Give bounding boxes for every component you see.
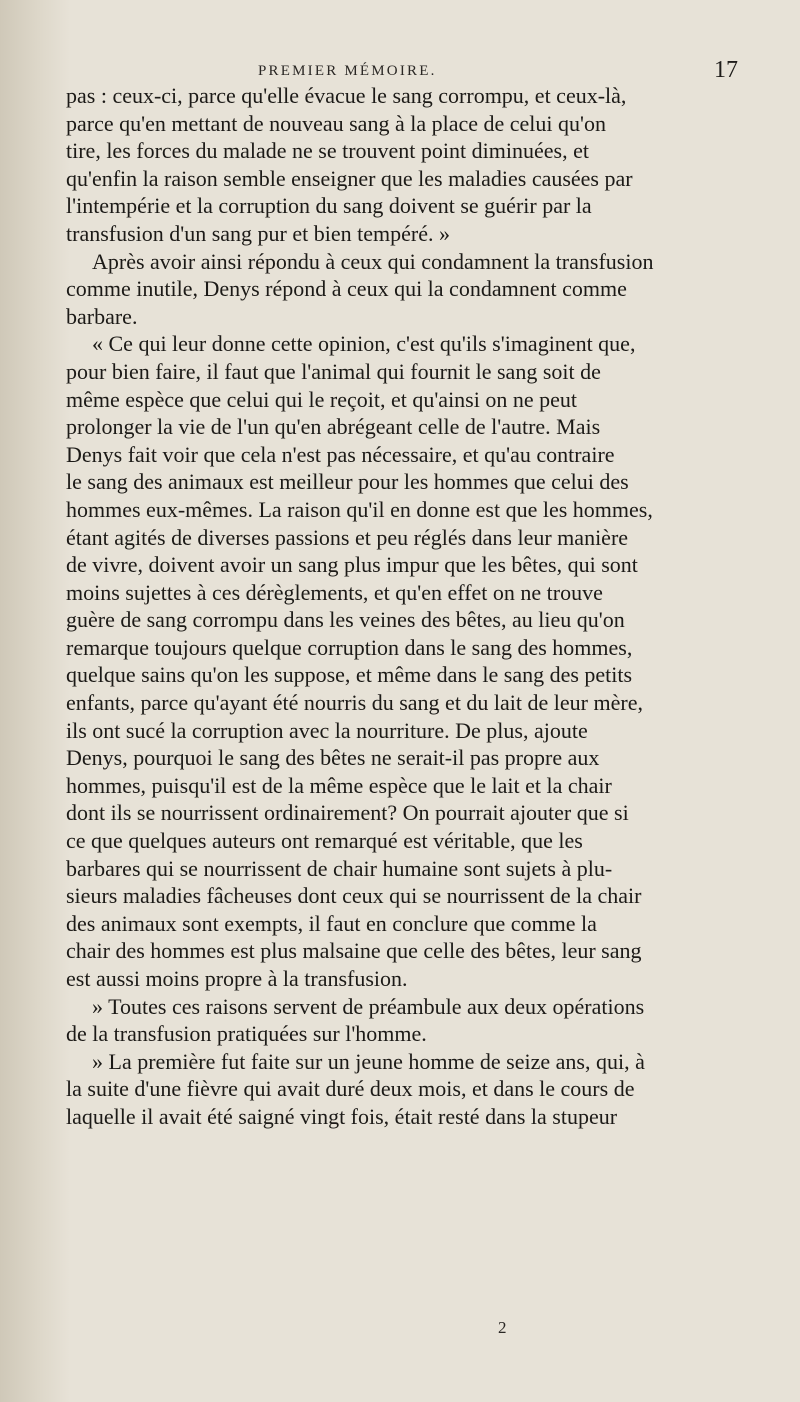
text-line: » Toutes ces raisons servent de préambule aux deux opérations: [92, 993, 645, 1019]
text-line: laquelle il avait été saigné vingt fois, était resté dans la stupeur: [66, 1103, 618, 1129]
text-line: ils ont sucé la corruption avec la nourriture. De plus, ajoute: [66, 717, 588, 743]
text-line: transfusion d'un sang pur et bien tempéré. »: [66, 220, 450, 246]
text-line: qu'enfin la raison semble enseigner que les maladies causées par: [66, 165, 633, 191]
text-line: parce qu'en mettant de nouveau sang à la place de celui qu'on: [66, 110, 606, 136]
running-title: PREMIER MÉMOIRE.: [258, 63, 437, 79]
text-line: Denys fait voir que cela n'est pas nécessaire, et qu'au contraire: [66, 441, 615, 467]
body-text: [66, 82, 741, 1131]
text-line: moins sujettes à ces dérèglements, et qu'en effet on ne trouve: [66, 579, 603, 605]
text-line: sieurs maladies fâcheuses dont ceux qui se nourrissent de la chair: [66, 883, 642, 909]
text-line: le sang des animaux est meilleur pour les hommes que celui des: [66, 469, 629, 495]
text-line: de la transfusion pratiquées sur l'homme.: [66, 1021, 427, 1047]
text-line: » La première fut faite sur un jeune homme de seize ans, qui, à: [92, 1048, 645, 1074]
text-line: Après avoir ainsi répondu à ceux qui condamnent la transfusion: [92, 248, 654, 274]
text-line: Denys, pourquoi le sang des bêtes ne serait-il pas propre aux: [66, 745, 600, 771]
text-line: même espèce que celui qui le reçoit, et qu'ainsi on ne peut: [66, 386, 577, 412]
text-line: enfants, parce qu'ayant été nourris du sang et du lait de leur mère,: [66, 690, 643, 716]
text-line: l'intempérie et la corruption du sang doivent se guérir par la: [66, 193, 592, 219]
text-line: chair des hommes est plus malsaine que celle des bêtes, leur sang: [66, 938, 642, 964]
text-line: hommes, puisqu'il est de la même espèce que le lait et la chair: [66, 772, 612, 798]
text-line: comme inutile, Denys répond à ceux qui la condamnent comme: [66, 276, 627, 302]
text-line: pas : ceux-ci, parce qu'elle évacue le sang corrompu, et ceux-là,: [66, 83, 627, 108]
text-line: ce que quelques auteurs ont remarqué est véritable, que les: [66, 828, 583, 854]
text-line: de vivre, doivent avoir un sang plus impur que les bêtes, qui sont: [66, 552, 638, 578]
text-line: la suite d'une fièvre qui avait duré deux mois, et dans le cours de: [66, 1076, 635, 1102]
text-line: prolonger la vie de l'un qu'en abrégeant celle de l'autre. Mais: [66, 414, 601, 440]
text-line: pour bien faire, il faut que l'animal qui fournit le sang soit de: [66, 358, 601, 384]
text-line: dont ils se nourrissent ordinairement? On pourrait ajouter que si: [66, 800, 629, 826]
text-line: guère de sang corrompu dans les veines des bêtes, au lieu qu'on: [66, 607, 625, 633]
text-line: tire, les forces du malade ne se trouvent point diminuées, et: [66, 138, 589, 164]
text-line: quelque sains qu'on les suppose, et même dans le sang des petits: [66, 662, 633, 688]
text-line: étant agités de diverses passions et peu réglés dans leur manière: [66, 524, 629, 550]
text-line: « Ce qui leur donne cette opinion, c'est qu'ils s'imaginent que,: [92, 331, 636, 357]
signature-mark: 2: [498, 1318, 507, 1337]
text-line: est aussi moins propre à la transfusion.: [66, 966, 408, 991]
text-line: barbares qui se nourrissent de chair humaine sont sujets à plu-: [66, 855, 613, 881]
text-line: barbare.: [66, 303, 138, 329]
page-number: 17: [714, 57, 738, 83]
text-line: remarque toujours quelque corruption dans le sang des hommes,: [66, 634, 633, 660]
text-line: hommes eux-mêmes. La raison qu'il en donne est que les hommes,: [66, 496, 653, 522]
text-line: des animaux sont exempts, il faut en conclure que comme la: [66, 910, 597, 936]
